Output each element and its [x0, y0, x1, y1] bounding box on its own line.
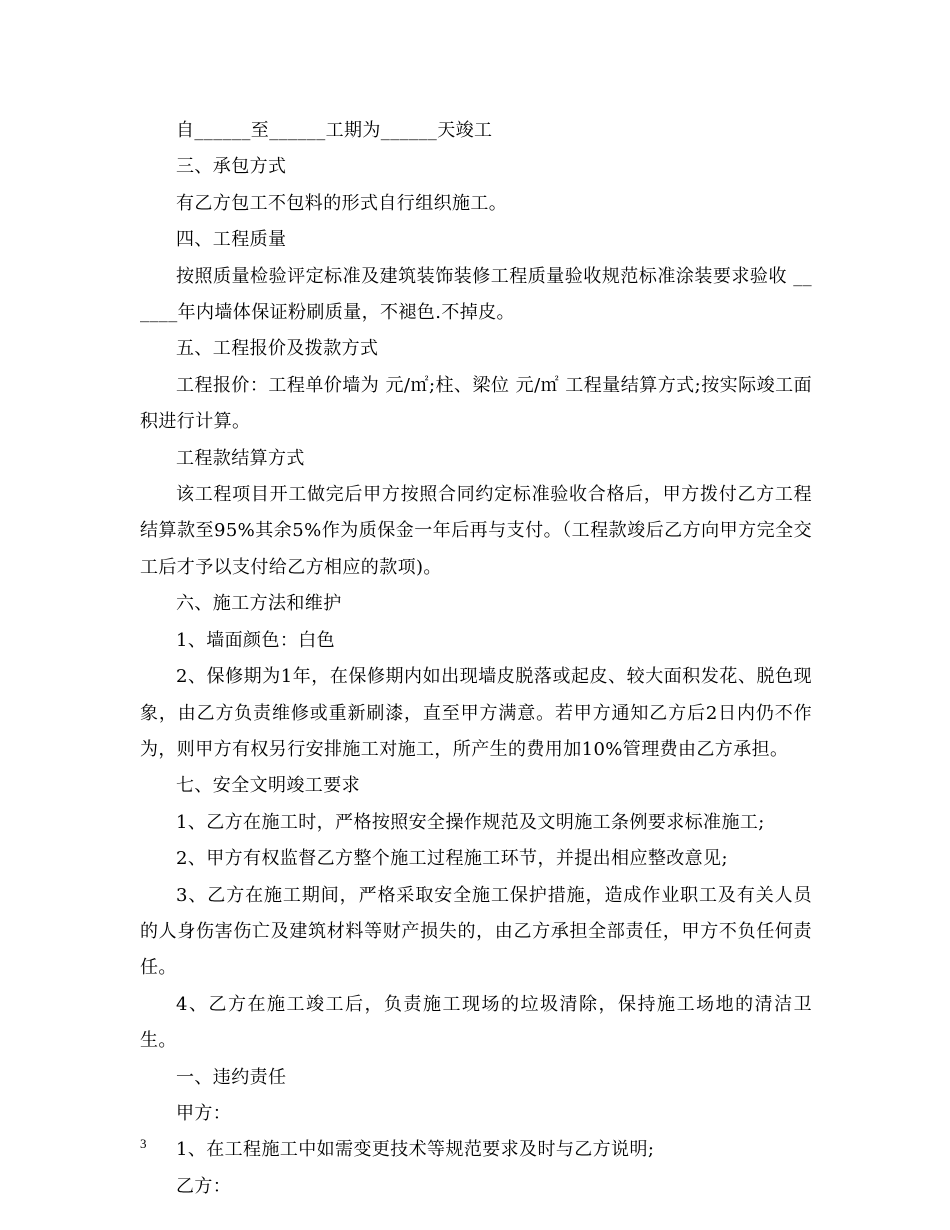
paragraph-settlement: 该工程项目开工做完后甲方按照合同约定标准验收合格后，甲方拨付乙方工程结算款至95%其余5%作为质保金一年后再与支付。（工程款竣后乙方向甲方完全交工后才予以支付给乙方相应的款项)。 — [140, 484, 812, 578]
paragraph-wall-color: 1、墙面颜色：白色 — [176, 629, 336, 651]
paragraph-safety-3: 3、乙方在施工期间，严格采取安全施工保护措施，造成作业职工及有关人员的人身伤害伤亡及建筑材料等财产损失的，由乙方承担全部责任，甲方不负任何责任。 — [140, 884, 812, 979]
paragraph-party-a-1: 1、在工程施工中如需变更技术等规范要求及时与乙方说明; — [176, 1139, 655, 1161]
page-number: 3 — [140, 1136, 147, 1151]
paragraph-safety-2: 2、甲方有权监督乙方整个施工过程施工环节，并提出相应整改意见; — [176, 848, 728, 870]
paragraph-safety-4: 4、乙方在施工竣工后，负责施工现场的垃圾清除，保持施工场地的清洁卫生。 — [140, 993, 812, 1052]
heading-breach-liability: 一、违约责任 — [176, 1066, 287, 1088]
paragraph-contract-method: 有乙方包工不包料的形式自行组织施工。 — [176, 192, 508, 214]
heading-contract-method: 三、承包方式 — [176, 156, 287, 178]
paragraph-warranty: 2、保修期为1年，在保修期内如出现墙皮脱落或起皮、较大面积发花、脱色现象，由乙方负责维修或重新刷漆，直至甲方满意。若甲方通知乙方后2日内仍不作为，则甲方有权另行安排施工对施工，所产生的费用加10%管理费由乙方承担。 — [140, 666, 812, 760]
label-party-b: 乙方： — [176, 1175, 232, 1197]
paragraph-project-quote: 工程报价：工程单价墙为 元/㎡;柱、梁位 元/㎡ 工程量结算方式;按实际竣工面积进行计算。 — [140, 374, 812, 433]
heading-quote-payment: 五、工程报价及拨款方式 — [176, 338, 379, 360]
paragraph-construction-period: 自______至______工期为______天竣工 — [176, 120, 493, 141]
heading-safety-requirements: 七、安全文明竣工要求 — [176, 775, 360, 797]
paragraph-safety-1: 1、乙方在施工时，严格按照安全操作规范及文明施工条例要求标准施工; — [176, 811, 765, 833]
heading-project-quality: 四、工程质量 — [176, 229, 287, 251]
document-body — [140, 113, 812, 1205]
heading-settlement-method: 工程款结算方式 — [176, 447, 305, 469]
heading-construction-maintenance: 六、施工方法和维护 — [176, 593, 342, 615]
label-party-a: 甲方： — [176, 1102, 232, 1124]
paragraph-project-quality: 按照质量检验评定标准及建筑装饰装修工程质量验收规范标准涂装要求验收 ______年内墙体保证粉刷质量，不褪色.不掉皮。 — [140, 265, 812, 324]
